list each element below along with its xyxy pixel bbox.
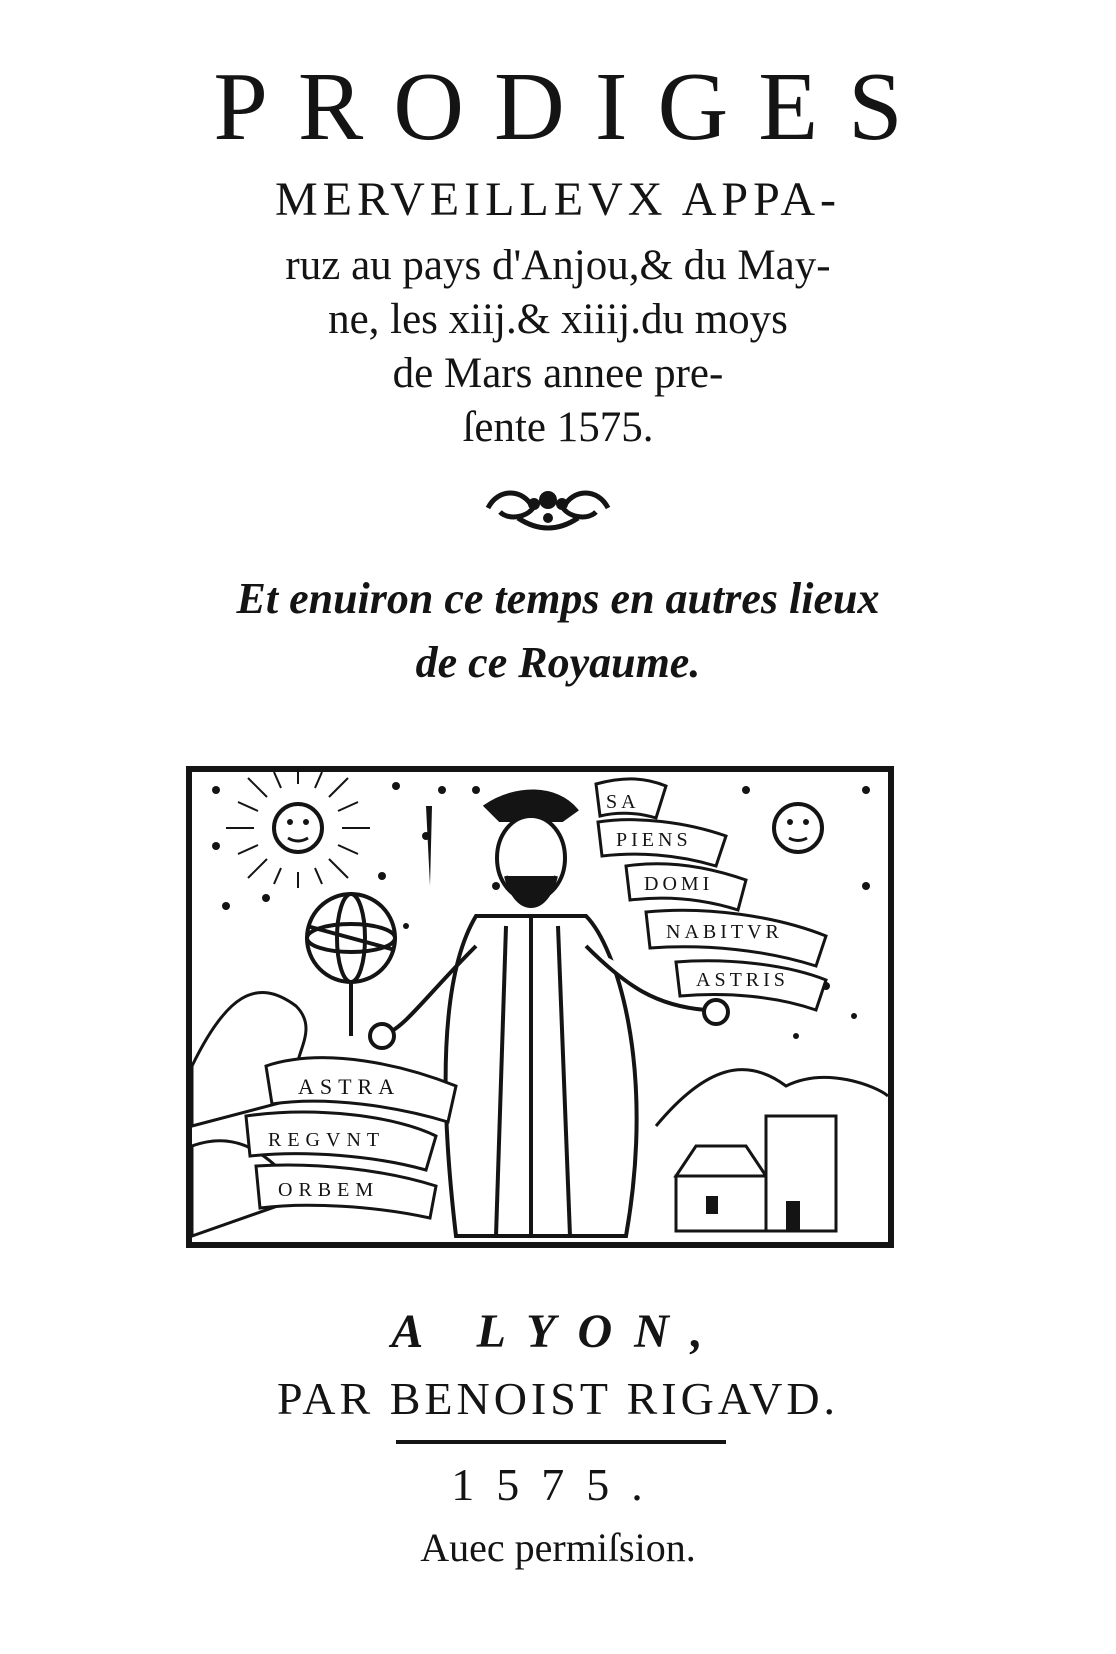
book-subtitle: MERVEILLEVX APPA- xyxy=(274,173,842,226)
title-line-4: ſente 1575. xyxy=(462,404,654,451)
italic-line-2: de ce Royaume. xyxy=(415,638,701,687)
banner-left-word-2: REGVNT xyxy=(268,1129,386,1151)
banner-left-word-1: ASTRA xyxy=(298,1074,401,1099)
italic-line-1: Et enuiron ce temps en autres lieux xyxy=(236,574,880,623)
divider-rule xyxy=(396,1440,726,1444)
banner-left xyxy=(246,1058,456,1218)
imprint-place: A LYON, xyxy=(391,1305,725,1358)
title-line-2: ne, les xiij.& xiiij.du moys xyxy=(328,296,788,343)
banner-right-word-3: DOMI xyxy=(644,873,714,895)
title-line-3: de Mars annee pre- xyxy=(392,350,724,397)
imprint-year: 1575. xyxy=(451,1459,665,1510)
astrologer-woodcut xyxy=(186,766,894,1248)
fleuron-ornament-icon xyxy=(478,478,618,538)
imprint-permission: Auec permiſsion. xyxy=(420,1525,696,1570)
banner-right-word-5: ASTRIS xyxy=(696,969,789,991)
banner-left-word-3: ORBEM xyxy=(278,1179,380,1201)
banner-right-word-1: SA xyxy=(606,791,640,813)
imprint-printer: PAR BENOIST RIGAVD. xyxy=(276,1373,840,1424)
title-line-1: ruz au pays d'Anjou,& du May- xyxy=(285,242,831,289)
book-title: PRODIGES xyxy=(213,53,933,161)
banner-right-word-4: NABITVR xyxy=(666,921,783,943)
banner-right-word-2: PIENS xyxy=(616,829,692,851)
